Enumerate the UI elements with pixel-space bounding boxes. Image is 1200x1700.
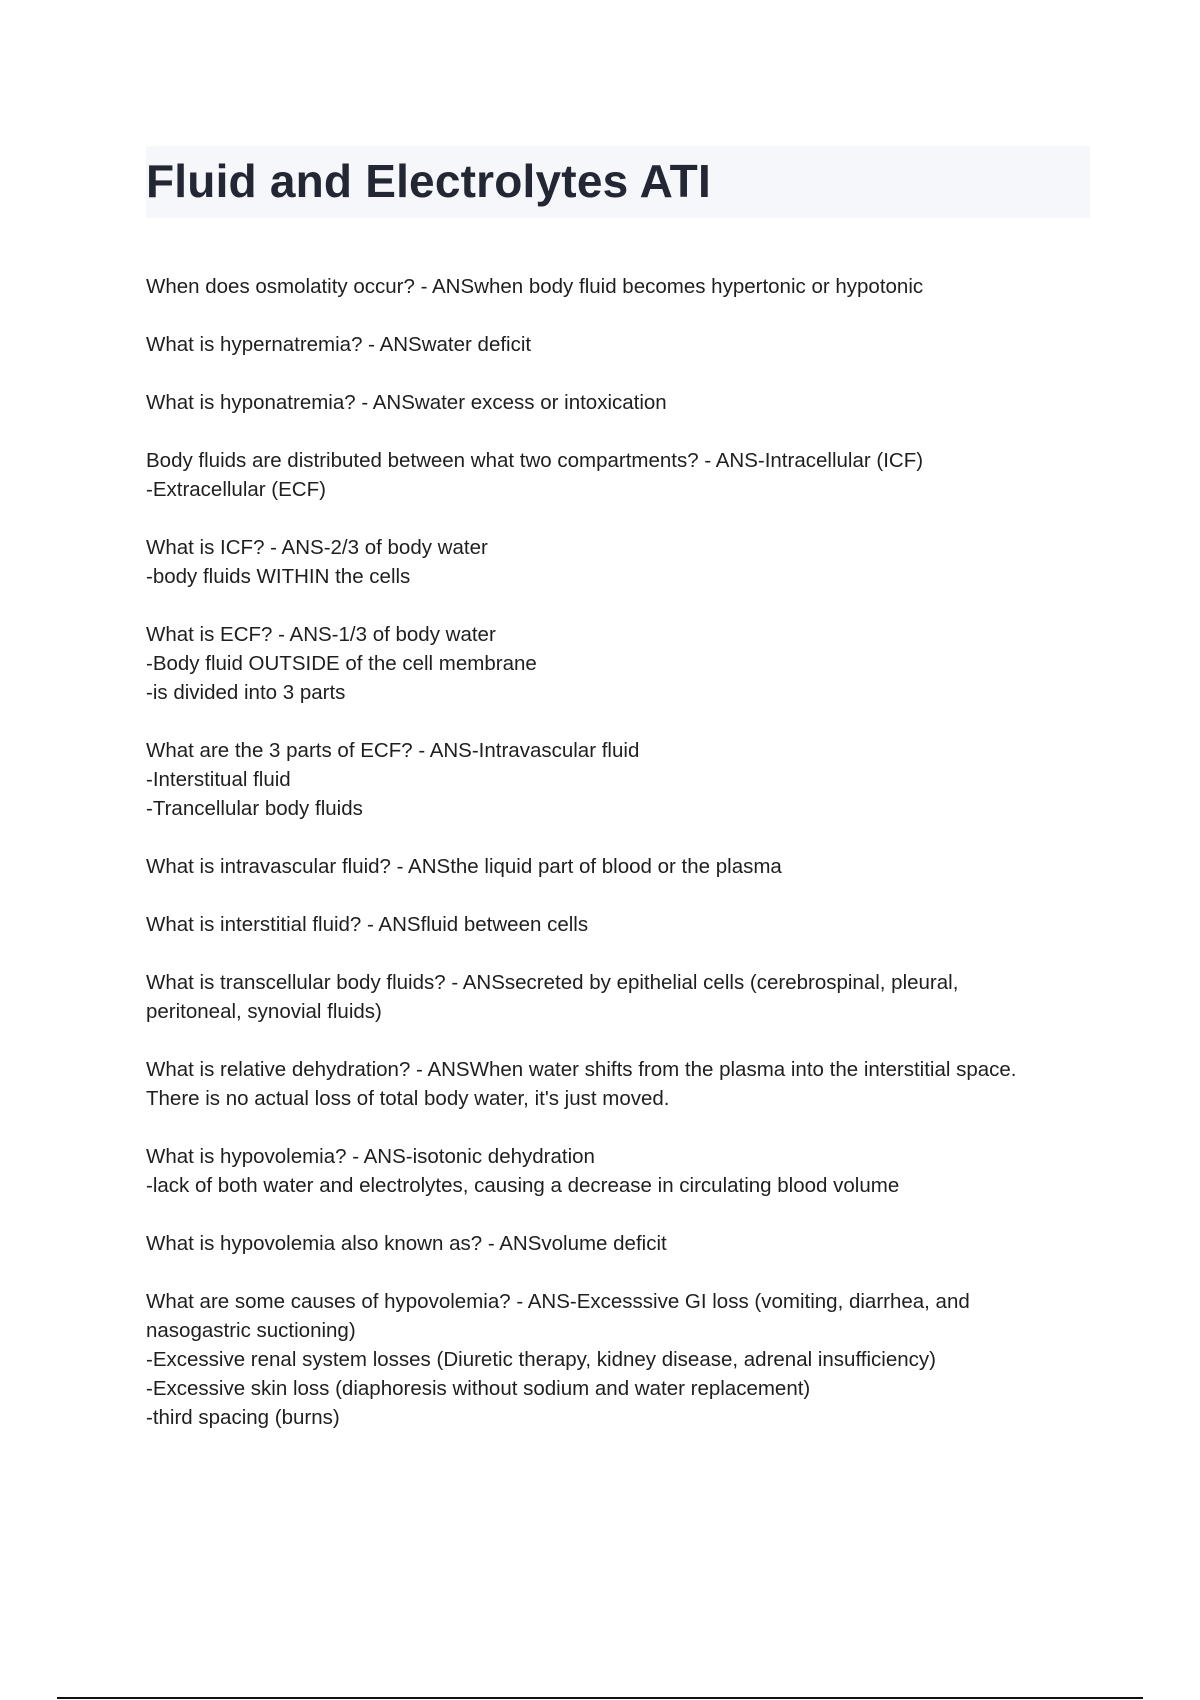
qa-entry: [146, 446, 1096, 504]
qa-entry: [146, 620, 1096, 707]
qa-entry: [146, 1287, 1096, 1432]
qa-question-line: What is hypovolemia? - ANS-isotonic dehydration: [146, 1145, 595, 1168]
qa-entry: [146, 910, 1096, 939]
qa-question-line: What is hypernatremia? - ANSwater deficit: [146, 333, 532, 356]
qa-question-line: What is interstitial fluid? - ANSfluid between cells: [146, 913, 589, 936]
qa-question-line: What is hypovolemia also known as? - ANSvolume deficit: [146, 1232, 667, 1255]
qa-entry: [146, 1055, 1096, 1113]
footer-divider: [57, 1697, 1143, 1699]
qa-list: [146, 272, 1096, 1461]
qa-question-line: What is relative dehydration? - ANSWhen water shifts from the plasma into the interstitial space.: [146, 1058, 1017, 1081]
qa-answer-line: -body fluids WITHIN the cells: [146, 565, 411, 588]
qa-entry: [146, 330, 1096, 359]
qa-question-line: What is hyponatremia? - ANSwater excess or intoxication: [146, 391, 667, 414]
qa-question-line: What are the 3 parts of ECF? - ANS-Intravascular fluid: [146, 739, 640, 762]
qa-answer-line: There is no actual loss of total body water, it's just moved.: [146, 1087, 670, 1110]
qa-answer-line: -Excessive skin loss (diaphoresis without sodium and water replacement): [146, 1377, 811, 1400]
qa-answer-line: nasogastric suctioning): [146, 1319, 356, 1342]
qa-entry: [146, 968, 1096, 1026]
qa-answer-line: -Extracellular (ECF): [146, 478, 326, 501]
qa-answer-line: -Trancellular body fluids: [146, 797, 363, 820]
qa-question-line: What is ICF? - ANS-2/3 of body water: [146, 536, 488, 559]
qa-answer-line: -Excessive renal system losses (Diuretic therapy, kidney disease, adrenal insufficiency): [146, 1348, 936, 1371]
qa-question-line: What is transcellular body fluids? - ANSsecreted by epithelial cells (cerebrospinal, pleural,: [146, 971, 959, 994]
qa-entry: [146, 272, 1096, 301]
qa-entry: [146, 1229, 1096, 1258]
qa-question-line: What are some causes of hypovolemia? - ANS-Excesssive GI loss (vomiting, diarrhea, and: [146, 1290, 970, 1313]
page-title: Fluid and Electrolytes ATI: [146, 155, 711, 207]
qa-entry: [146, 533, 1096, 591]
qa-question-line: What is intravascular fluid? - ANSthe liquid part of blood or the plasma: [146, 855, 782, 878]
qa-entry: [146, 736, 1096, 823]
qa-answer-line: -Body fluid OUTSIDE of the cell membrane: [146, 652, 537, 675]
qa-entry: [146, 1142, 1096, 1200]
qa-entry: [146, 388, 1096, 417]
qa-question-line: What is ECF? - ANS-1/3 of body water: [146, 623, 496, 646]
qa-question-line: When does osmolatity occur? - ANSwhen body fluid becomes hypertonic or hypotonic: [146, 275, 924, 298]
qa-question-line: Body fluids are distributed between what two compartments? - ANS-Intracellular (ICF): [146, 449, 924, 472]
qa-answer-line: -third spacing (burns): [146, 1406, 340, 1429]
title-banner: [146, 146, 1090, 218]
qa-answer-line: -lack of both water and electrolytes, causing a decrease in circulating blood volume: [146, 1174, 900, 1197]
qa-entry: [146, 852, 1096, 881]
qa-answer-line: peritoneal, synovial fluids): [146, 1000, 382, 1023]
qa-answer-line: -Interstitual fluid: [146, 768, 291, 791]
qa-answer-line: -is divided into 3 parts: [146, 681, 346, 704]
